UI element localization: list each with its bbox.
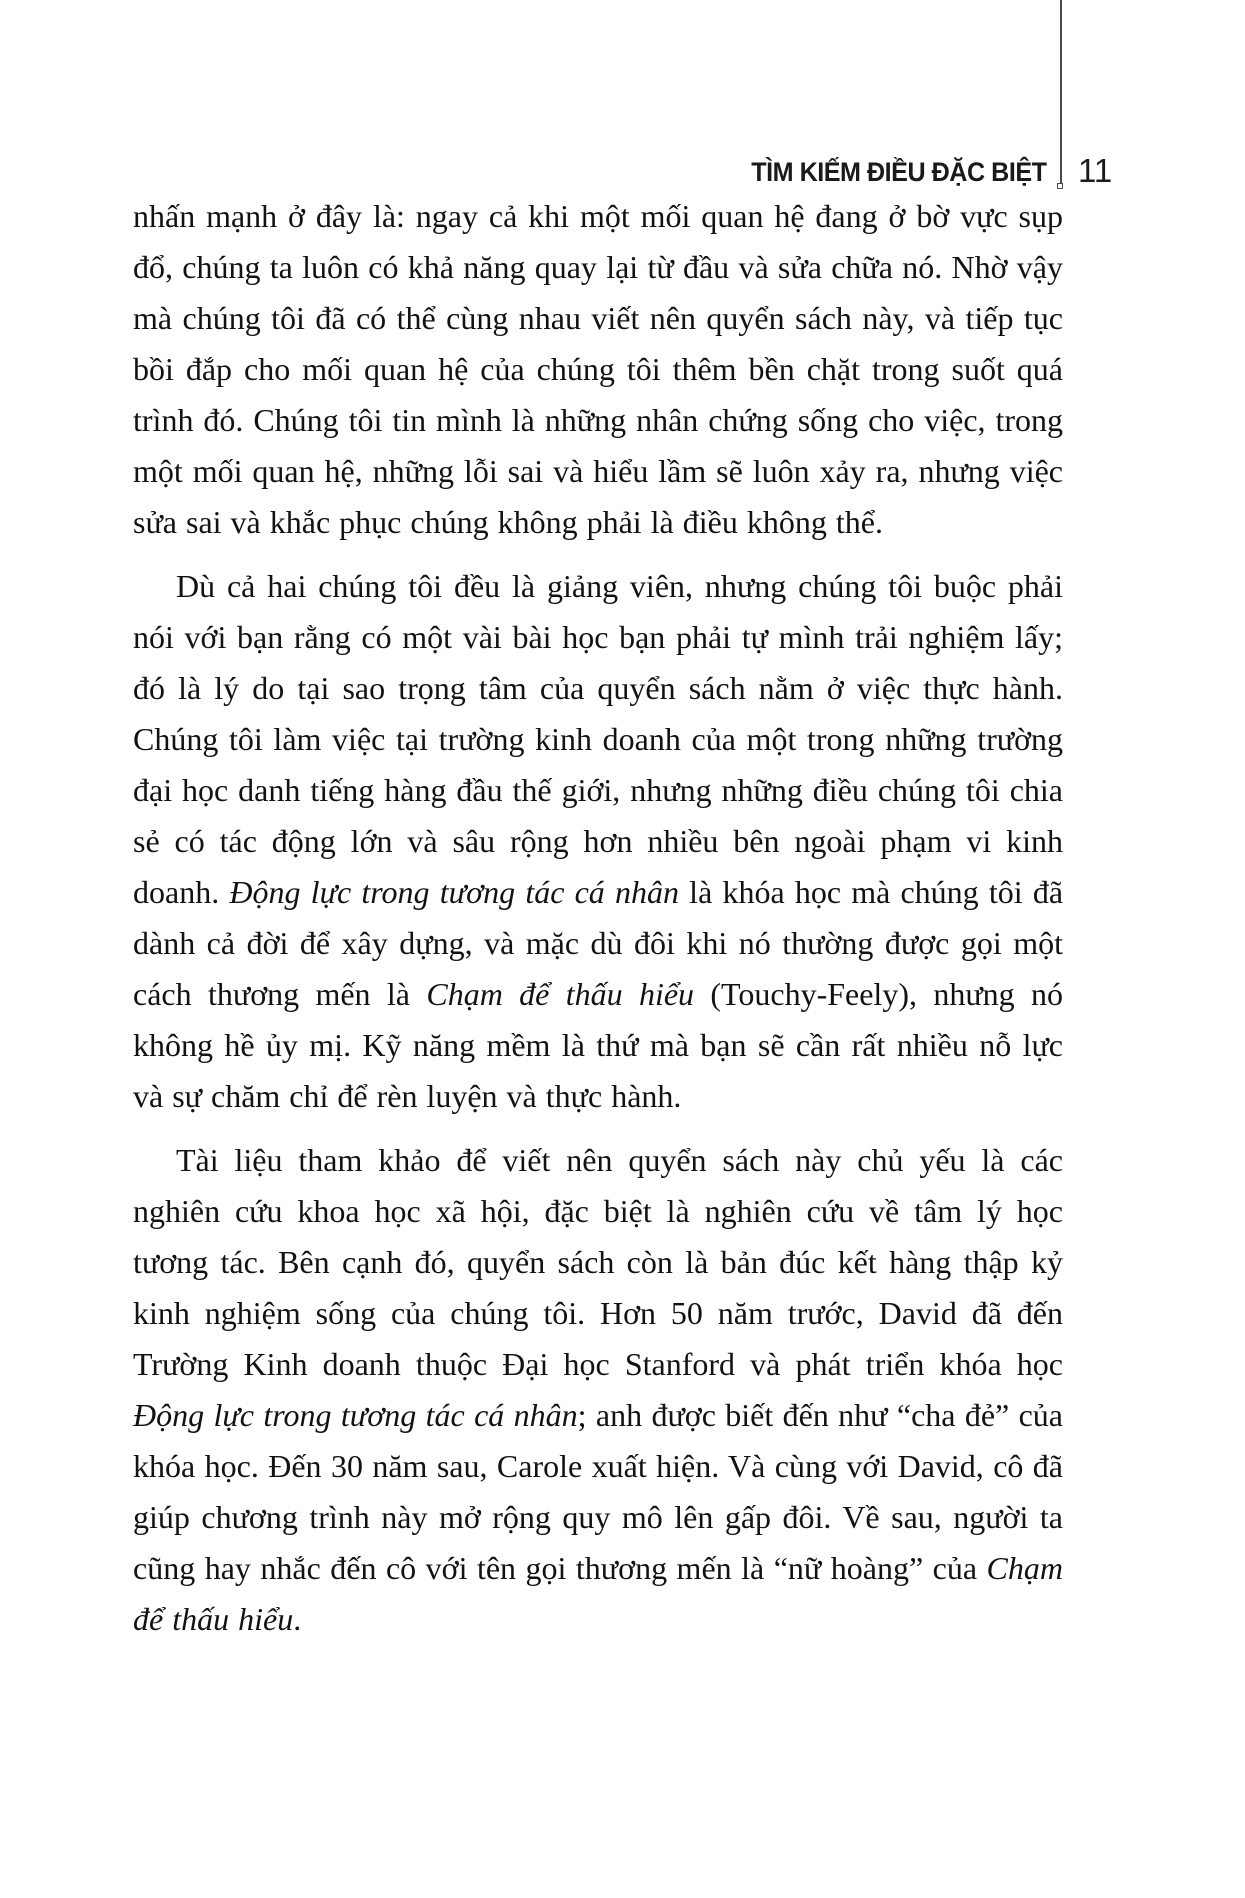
italic-text-run: Động lực trong tương tác cá nhân <box>133 1397 578 1433</box>
body-text <box>133 191 1063 1645</box>
text-run: . <box>293 1601 302 1637</box>
page-number: 11 <box>1078 152 1113 189</box>
text-run: (Touchy-Feely), nhưng nó không hề ủy mị. Kỹ năng mềm là thứ mà bạn sẽ cần rất nhiều nỗ lực và sự chăm chỉ để rèn luyện và thực hành. <box>133 976 1064 1114</box>
paragraph <box>133 191 1063 548</box>
italic-text-run: Chạm để thấu hiểu <box>133 1550 1063 1637</box>
rule-end-square <box>1057 183 1063 189</box>
text-run: nhấn mạnh ở đây là: ngay cả khi một mối quan hệ đang ở bờ vực sụp đổ, chúng ta luôn có khả năng quay lại từ đầu và sửa chữa nó. Nhờ vậy mà chúng tôi đã có thể cùng nhau viết nên quyển sách này, và tiếp tục bồi đắp cho mối quan hệ của chúng tôi thêm bền chặt trong suốt quá trình đó. Chúng tôi tin mình là những nhân chứng sống cho việc, trong một mối quan hệ, những lỗi sai và hiểu lầm sẽ luôn xảy ra, nhưng việc sửa sai và khắc phục chúng không phải là điều không thể. <box>133 198 1063 540</box>
running-head-title: TÌM KIẾM ĐIỀU ĐẶC BIỆT <box>750 157 1046 187</box>
text-run: Dù cả hai chúng tôi đều là giảng viên, nhưng chúng tôi buộc phải nói với bạn rằng có một vài bài học bạn phải tự mình trải nghiệm lấy; đó là lý do tại sao trọng tâm của quyển sách nằm ở việc thực hành. Chúng tôi làm việc tại trường kinh doanh của một trong những trường đại học danh tiếng hàng đầu thế giới, nhưng những điều chúng tôi chia sẻ có tác động lớn và sâu rộng hơn nhiều bên ngoài phạm vi kinh doanh. <box>133 568 1063 910</box>
text-run: Tài liệu tham khảo để viết nên quyển sách này chủ yếu là các nghiên cứu khoa học xã hội, đặc biệt là nghiên cứu về tâm lý học tương tác. Bên cạnh đó, quyển sách còn là bản đúc kết hàng thập kỷ kinh nghiệm sống của chúng tôi. Hơn 50 năm trước, David đã đến Trường Kinh doanh thuộc Đại học Stanford và phát triển khóa học <box>133 1142 1063 1382</box>
paragraph <box>133 1135 1063 1645</box>
paragraph <box>133 561 1063 1122</box>
italic-text-run: Chạm để thấu hiểu <box>426 976 695 1012</box>
italic-text-run: Động lực trong tương tác cá nhân <box>229 874 679 910</box>
text-run: là khóa học mà chúng tôi đã dành cả đời để xây dựng, và mặc dù đôi khi nó thường được gọi một cách thương mến là <box>133 874 1064 1012</box>
text-run: ; anh được biết đến như “cha đẻ” của khóa học. Đến 30 năm sau, Carole xuất hiện. Và cùng với David, cô đã giúp chương trình này mở rộng quy mô lên gấp đôi. Về sau, người ta cũng hay nhắc đến cô với tên gọi thương mến là “nữ hoàng” của <box>133 1397 1064 1586</box>
header-divider-rule <box>1060 0 1062 186</box>
